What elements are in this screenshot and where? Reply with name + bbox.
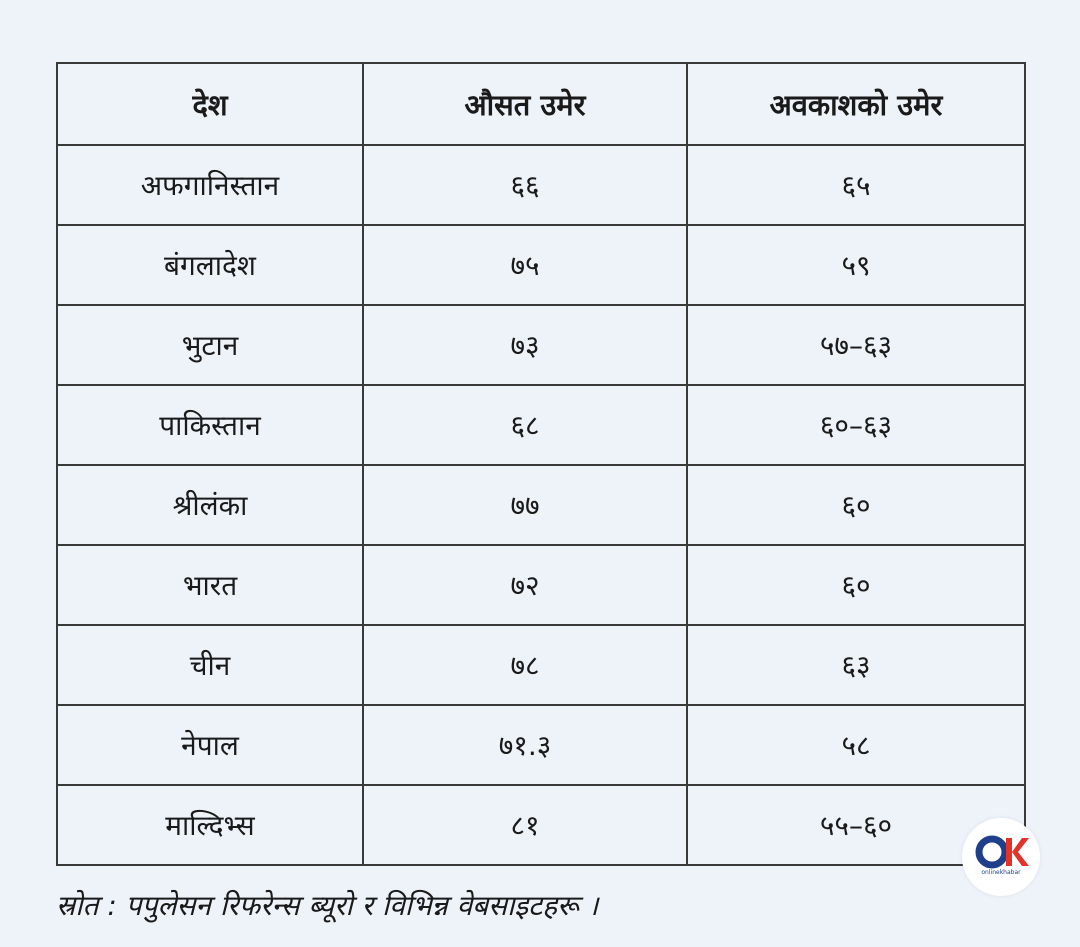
country-cell: चीन <box>57 625 363 705</box>
average-age-cell: ६६ <box>363 145 687 225</box>
average-age-cell: ७७ <box>363 465 687 545</box>
country-cell: माल्दिभ्स <box>57 785 363 865</box>
retirement-age-cell: ५५–६० <box>687 785 1025 865</box>
table-row <box>57 225 1025 305</box>
country-cell: भुटान <box>57 305 363 385</box>
onlinekhabar-logo <box>962 818 1040 896</box>
header-country: देश <box>57 63 363 145</box>
table-row <box>57 465 1025 545</box>
table-row <box>57 785 1025 865</box>
country-cell: पाकिस्तान <box>57 385 363 465</box>
table-row <box>57 305 1025 385</box>
table-row <box>57 545 1025 625</box>
retirement-age-cell: ५८ <box>687 705 1025 785</box>
average-age-cell: ७३ <box>363 305 687 385</box>
country-cell: नेपाल <box>57 705 363 785</box>
retirement-age-cell: ५९ <box>687 225 1025 305</box>
table-row <box>57 625 1025 705</box>
retirement-age-cell: ६० <box>687 545 1025 625</box>
retirement-age-table <box>56 62 1026 866</box>
header-row <box>57 63 1025 145</box>
average-age-cell: ७५ <box>363 225 687 305</box>
table-row <box>57 385 1025 465</box>
ok-logo-icon <box>962 818 1040 896</box>
retirement-age-cell: ५७–६३ <box>687 305 1025 385</box>
table-row <box>57 705 1025 785</box>
average-age-cell: ८१ <box>363 785 687 865</box>
table-row <box>57 145 1025 225</box>
country-cell: श्रीलंका <box>57 465 363 545</box>
retirement-age-cell: ६३ <box>687 625 1025 705</box>
header-retirement-age: अवकाशको उमेर <box>687 63 1025 145</box>
country-cell: अफगानिस्तान <box>57 145 363 225</box>
retirement-age-cell: ६०–६३ <box>687 385 1025 465</box>
average-age-cell: ७१.३ <box>363 705 687 785</box>
header-average-age: औसत उमेर <box>363 63 687 145</box>
average-age-cell: ७८ <box>363 625 687 705</box>
average-age-cell: ६८ <box>363 385 687 465</box>
country-cell: बंगलादेश <box>57 225 363 305</box>
source-note: स्रोत : पपुलेसन रिफरेन्स ब्यूरो र विभिन्न वेबसाइटहरू । <box>56 889 599 922</box>
logo-wordmark: onlinekhabar <box>981 869 1021 876</box>
retirement-age-cell: ६५ <box>687 145 1025 225</box>
average-age-cell: ७२ <box>363 545 687 625</box>
country-cell: भारत <box>57 545 363 625</box>
retirement-age-cell: ६० <box>687 465 1025 545</box>
